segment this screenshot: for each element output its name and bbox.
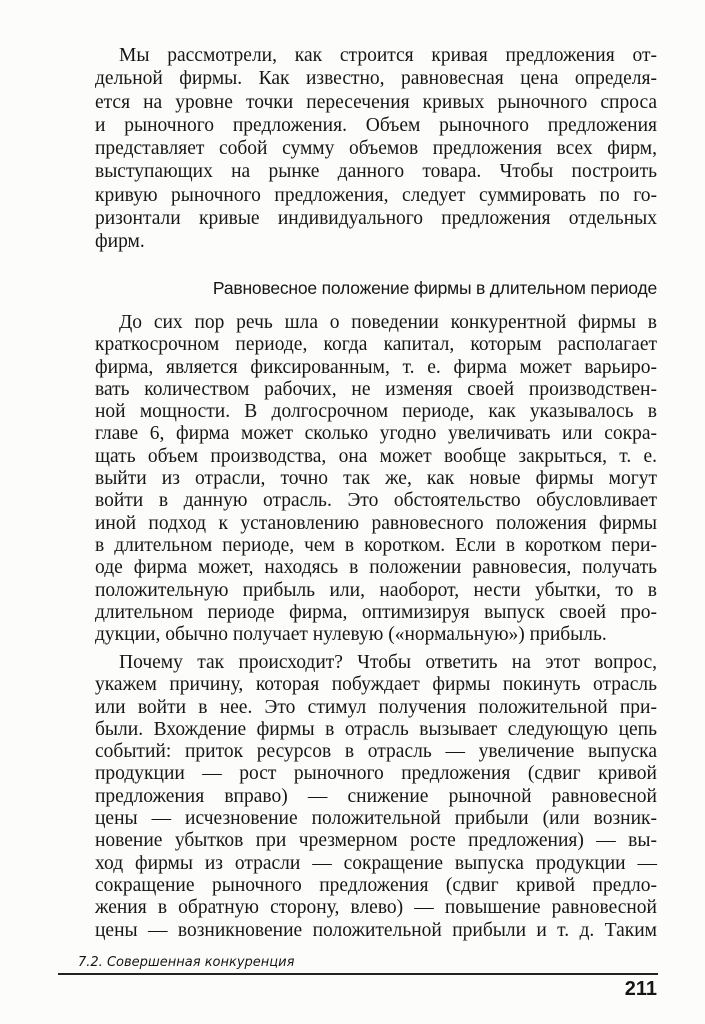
section-heading: Равновесное положение фирмы в длительном периоде: [212, 278, 657, 298]
text-line: Мы рассмотрели, как строится кривая предложения от-: [119, 45, 657, 66]
text-line: выступающих на рынке данного товара. Чтобы построить: [95, 161, 657, 183]
text-line: щать объем производства, она может вообще закрыться, т. е.: [95, 445, 657, 467]
text-line: До сих пор речь шла о поведении конкурентной фирмы в: [119, 312, 657, 333]
text-line: ется на уровне точки пересечения кривых рыночного спроса: [95, 91, 657, 113]
text-line: событий: приток ресурсов в отрасль — увеличение выпуска: [95, 741, 657, 763]
text-line: цены — возникновение положительной прибыли и т. д. Таким: [95, 919, 657, 941]
page-number: 211: [624, 978, 657, 1000]
text-line: были. Вхождение фирмы в отрасль вызывает следующую цепь: [95, 718, 657, 740]
text-line: иной подход к установлению равновесного положения фирмы: [95, 512, 657, 534]
text-line: краткосрочном периоде, когда капитал, которым располагает: [95, 334, 657, 356]
text-line: кривую рыночного предложения, следует суммировать по го-: [95, 184, 657, 206]
text-line: фирма, является фиксированным, т. е. фирма может варьиро-: [95, 356, 657, 378]
text-line: продукции — рост рыночного предложения (сдвиг кривой: [95, 763, 657, 785]
text-line: ризонтали кривые индивидуального предложения отдельных: [95, 208, 657, 230]
text-line: дукции, обычно получает нулевую («нормальную») прибыль.: [95, 624, 607, 646]
paragraph-long-run: [95, 312, 657, 646]
text-line: в длительном периоде, чем в коротком. Если в коротком пери-: [95, 534, 657, 556]
paragraph-intro: [95, 44, 657, 254]
text-line: выйти из отрасли, точно так же, как новые фирмы могут: [95, 468, 657, 490]
text-line: войти в данную отрасль. Это обстоятельство обусловливает: [95, 490, 657, 512]
text-line: оде фирма может, находясь в положении равновесия, получать: [95, 557, 657, 579]
text-line: фирм.: [95, 231, 145, 253]
text-line: новение убытков при чрезмерном росте предложения) — вы-: [95, 830, 657, 852]
text-line: ной мощности. В долгосрочном периоде, как указывалось в: [95, 401, 657, 423]
text-line: ход фирмы из отрасли — сокращение выпуска продукции —: [95, 852, 657, 874]
text-line: положительную прибыль или, наоборот, нести убытки, то в: [95, 579, 657, 601]
text-line: сокращение рыночного предложения (сдвиг кривой предло-: [95, 874, 657, 896]
text-line: длительном периоде фирма, оптимизируя выпуск своей про-: [95, 601, 657, 623]
text-line: Почему так происходит? Чтобы ответить на этот вопрос,: [119, 652, 657, 673]
footer-rule: [58, 973, 658, 975]
text-line: вать количеством рабочих, не изменяя своей производствен-: [95, 378, 657, 400]
text-line: или войти в нее. Это стимул получения положительной при-: [95, 696, 657, 718]
text-line: представляет собой сумму объемов предложения всех фирм,: [95, 138, 657, 160]
text-line: жения в обратную сторону, влево) — повышение равновесной: [95, 897, 657, 919]
text-line: цены — исчезновение положительной прибыли (или возник-: [95, 808, 657, 830]
text-line: главе 6, фирма может сколько угодно увеличивать или сокра-: [95, 423, 657, 445]
text-line: укажем причину, которая побуждает фирмы покинуть отрасль: [95, 674, 657, 696]
text-line: дельной фирмы. Как известно, равновесная цена определя-: [95, 68, 657, 90]
text-line: и рыночного предложения. Объем рыночного предложения: [95, 114, 657, 136]
text-line: предложения вправо) — снижение рыночной равновесной: [95, 785, 657, 807]
running-title: 7.2. Совершенная конкуренция: [78, 955, 295, 970]
paragraph-why: [95, 652, 657, 942]
